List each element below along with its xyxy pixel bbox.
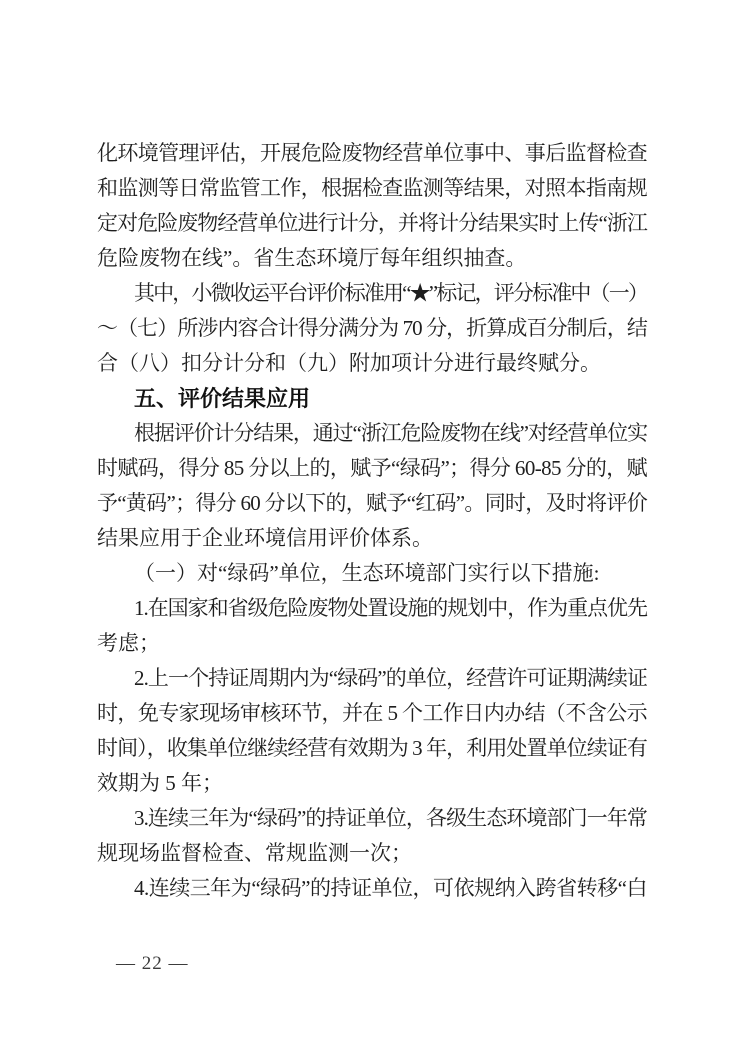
text-line: 定对危险废物经营单位进行计分，并将计分结果实时上传“浙江 [97,211,647,235]
text-line: 考虑； [97,631,160,655]
text-line: 合（八）扣分计分和（九）附加项计分进行最终赋分。 [97,351,601,375]
text-line: 危险废物在线”。省生态环境厅每年组织抽查。 [97,246,527,270]
text-line: 效期为 5 年； [97,771,223,795]
page-footer [116,953,189,975]
text-line: 予“黄码”；得分 60 分以下的，赋予“红码”。同时，及时将评价 [97,491,647,515]
text-block [97,136,647,906]
text-line: 和监测等日常监管工作，根据检查监测等结果，对照本指南规 [97,176,647,200]
text-line: 其中，小微收运平台评价标准用“★”标记，评分标准中（一） [134,281,647,305]
text-line: 时，免专家现场审核环节，并在 5 个工作日内办结（不含公示 [97,701,647,725]
text-line: 3.连续三年为“绿码”的持证单位，各级生态环境部门一年常 [134,806,647,830]
text-line: 1.在国家和省级危险废物处置设施的规划中，作为重点优先 [134,596,647,620]
text-line: 结果应用于企业环境信用评价体系。 [97,526,433,550]
text-line: 化环境管理评估，开展危险废物经营单位事中、事后监督检查 [97,141,647,165]
text-line: 根据评价计分结果，通过“浙江危险废物在线”对经营单位实 [134,421,647,445]
text-line: 2.上一个持证周期内为“绿码”的单位，经营许可证期满续证 [134,666,647,690]
section-heading: 五、评价结果应用 [134,386,311,411]
text-line: 时间），收集单位继续经营有效期为 3 年，利用处置单位续证有 [97,736,647,760]
text-line: 时赋码，得分 85 分以上的，赋予“绿码”；得分 60-85 分的，赋 [97,456,647,480]
text-line: （一）对“绿码”单位，生态环境部门实行以下措施: [134,561,600,585]
text-line: ～（七）所涉内容合计得分满分为 70 分，折算成百分制后，结 [97,316,647,340]
page-number: — 22 — [116,953,189,974]
text-line: 规现场监督检查、常规监测一次； [97,841,412,865]
text-line: 4.连续三年为“绿码”的持证单位，可依规纳入跨省转移“白 [134,876,647,900]
